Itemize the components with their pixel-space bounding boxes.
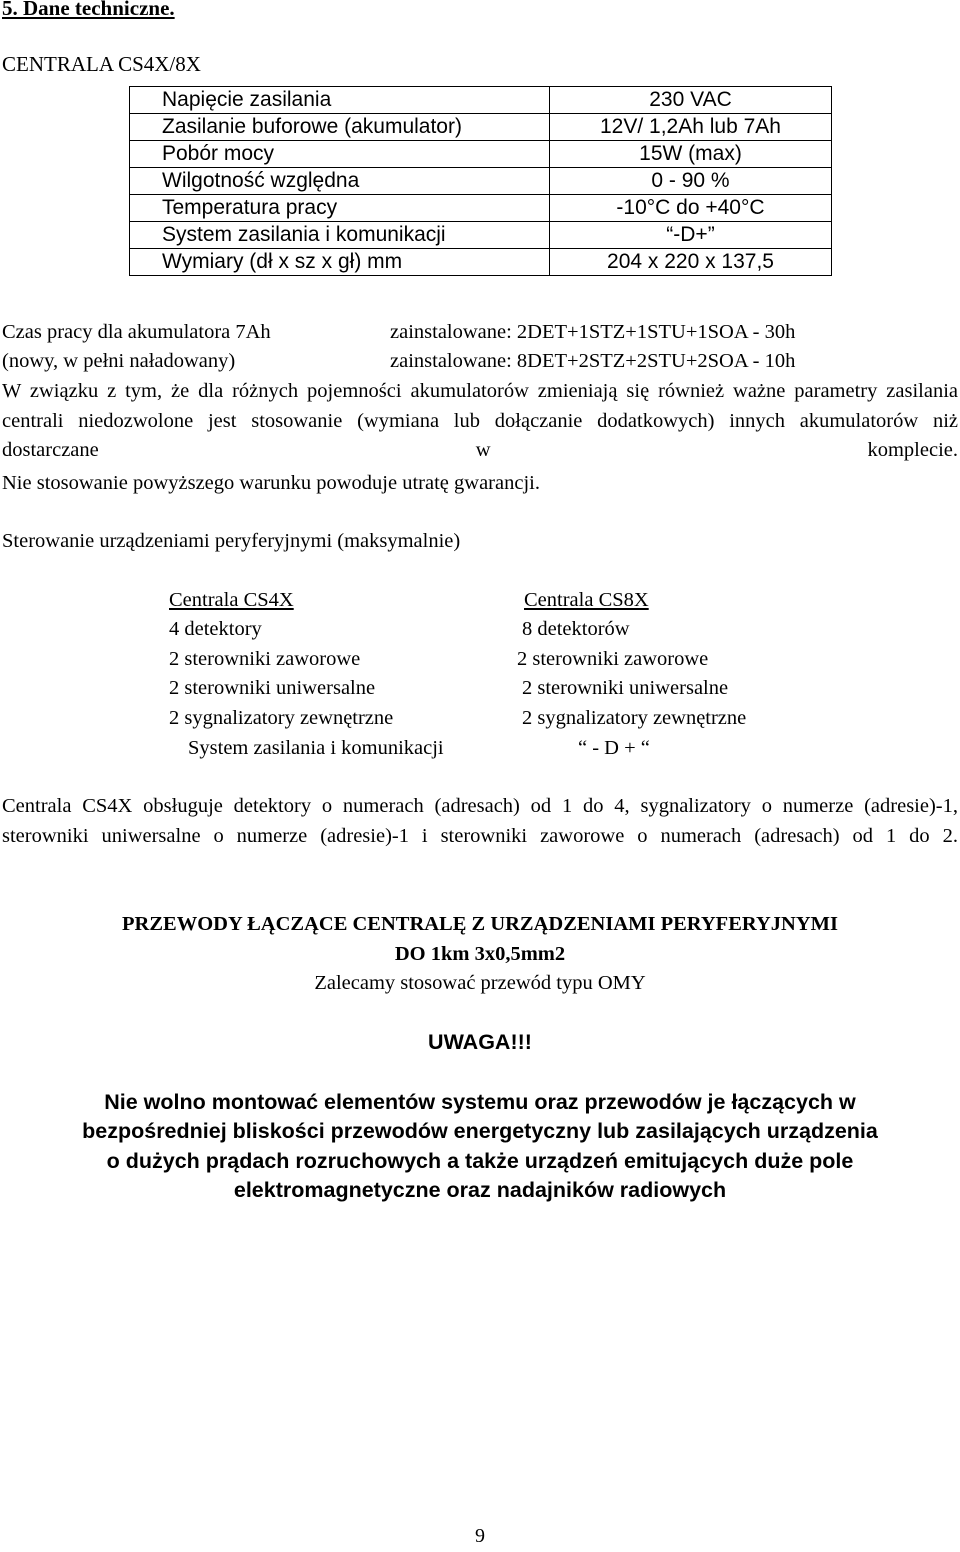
table-row [130,222,832,249]
spec-value: 0 - 90 % [550,168,832,195]
system-label: System zasilania i komunikacji [188,737,444,759]
table-row [130,114,832,141]
battery-time-config-1: zainstalowane: 2DET+1STZ+1STU+1SOA - 30h [390,321,796,343]
spec-label: Pobór mocy [130,141,550,168]
cs4x-title: Centrala CS4X [169,589,294,611]
spec-label: Napięcie zasilania [130,87,550,114]
warning-line: bezpośredniej bliskości przewodów energetyczny lub zasilających urządzenia [82,1119,878,1143]
cs8x-item: 2 sygnalizatory zewnętrzne [522,707,747,729]
cables-recommend: Zalecamy stosować przewód typu OMY [314,972,646,994]
cs4x-item: 2 sterowniki uniwersalne [169,677,376,699]
spec-table [129,86,832,276]
peripherals-heading: Sterowanie urządzeniami peryferyjnymi (maksymalnie) [2,530,461,552]
cs8x-title: Centrala CS8X [524,589,649,611]
cs8x-item: 2 sterowniki uniwersalne [522,677,729,699]
spec-value: 12V/ 1,2Ah lub 7Ah [550,114,832,141]
spec-value: 204 x 220 x 137,5 [550,249,832,276]
spec-value: 230 VAC [550,87,832,114]
cs4x-item: 2 sterowniki zaworowe [169,648,361,670]
system-value: “ - D + “ [578,737,650,759]
cs4x-item: 2 sygnalizatory zewnętrzne [169,707,394,729]
battery-time-label: Czas pracy dla akumulatora 7Ah [2,321,271,343]
model-title: CENTRALA CS4X/8X [2,52,201,76]
spec-label: Wilgotność względna [130,168,550,195]
table-row [130,141,832,168]
cs4x-support-text: Centrala CS4X obsługuje detektory o numerach (adresach) od 1 do 4, sygnalizatory o numerze (adresie)-1, sterowniki uniwersalne o numerze (adresie)-1 i sterowniki zaworowe o numerach (adresach) od 1 do 2. [2,795,958,847]
warranty-note: Nie stosowanie powyższego warunku powoduje utratę gwarancji. [2,472,540,494]
spec-value: -10°C do +40°C [550,195,832,222]
warning-line: o dużych prądach rozruchowych a także urządzeń emitujących duże pole [106,1149,854,1173]
cs8x-item: 2 sterowniki zaworowe [517,648,709,670]
table-row [130,249,832,276]
table-row [130,195,832,222]
cables-spec: DO 1km 3x0,5mm2 [394,943,566,965]
page-number: 9 [475,1525,485,1547]
section-heading: 5. Dane techniczne. [2,0,175,20]
table-row [130,87,832,114]
spec-value: “-D+” [550,222,832,249]
table-row [130,168,832,195]
cs4x-item: 4 detektory [169,618,262,640]
spec-value: 15W (max) [550,141,832,168]
cables-heading [0,910,960,940]
battery-time-config-2: zainstalowane: 8DET+2STZ+2STU+2SOA - 10h [390,350,796,372]
warning-line: Nie wolno montować elementów systemu oraz przewodów je łączących w [104,1090,856,1114]
spec-label: Wymiary (dł x sz x gł) mm [130,249,550,276]
warning-line: elektromagnetyczne oraz nadajników radiowych [233,1178,727,1202]
battery-condition-label: (nowy, w pełni naładowany) [2,350,236,372]
spec-label: Zasilanie buforowe (akumulator) [130,114,550,141]
spec-label: System zasilania i komunikacji [130,222,550,249]
warning-title: UWAGA!!! [428,1030,532,1054]
battery-note: W związku z tym, że dla różnych pojemności akumulatorów zmieniają się również ważne parametry zasilania centrali niedozwolone jest stosowanie (wymiana lub dołączanie dodatkowych) innych akumulatorów niż dostarczane w komplecie. [2,380,958,461]
cables-heading-text: PRZEWODY ŁĄCZĄCE CENTRALĘ Z URZĄDZENIAMI PERYFERYJNYMI [122,913,838,935]
spec-label: Temperatura pracy [130,195,550,222]
cs8x-item: 8 detektorów [522,618,630,640]
